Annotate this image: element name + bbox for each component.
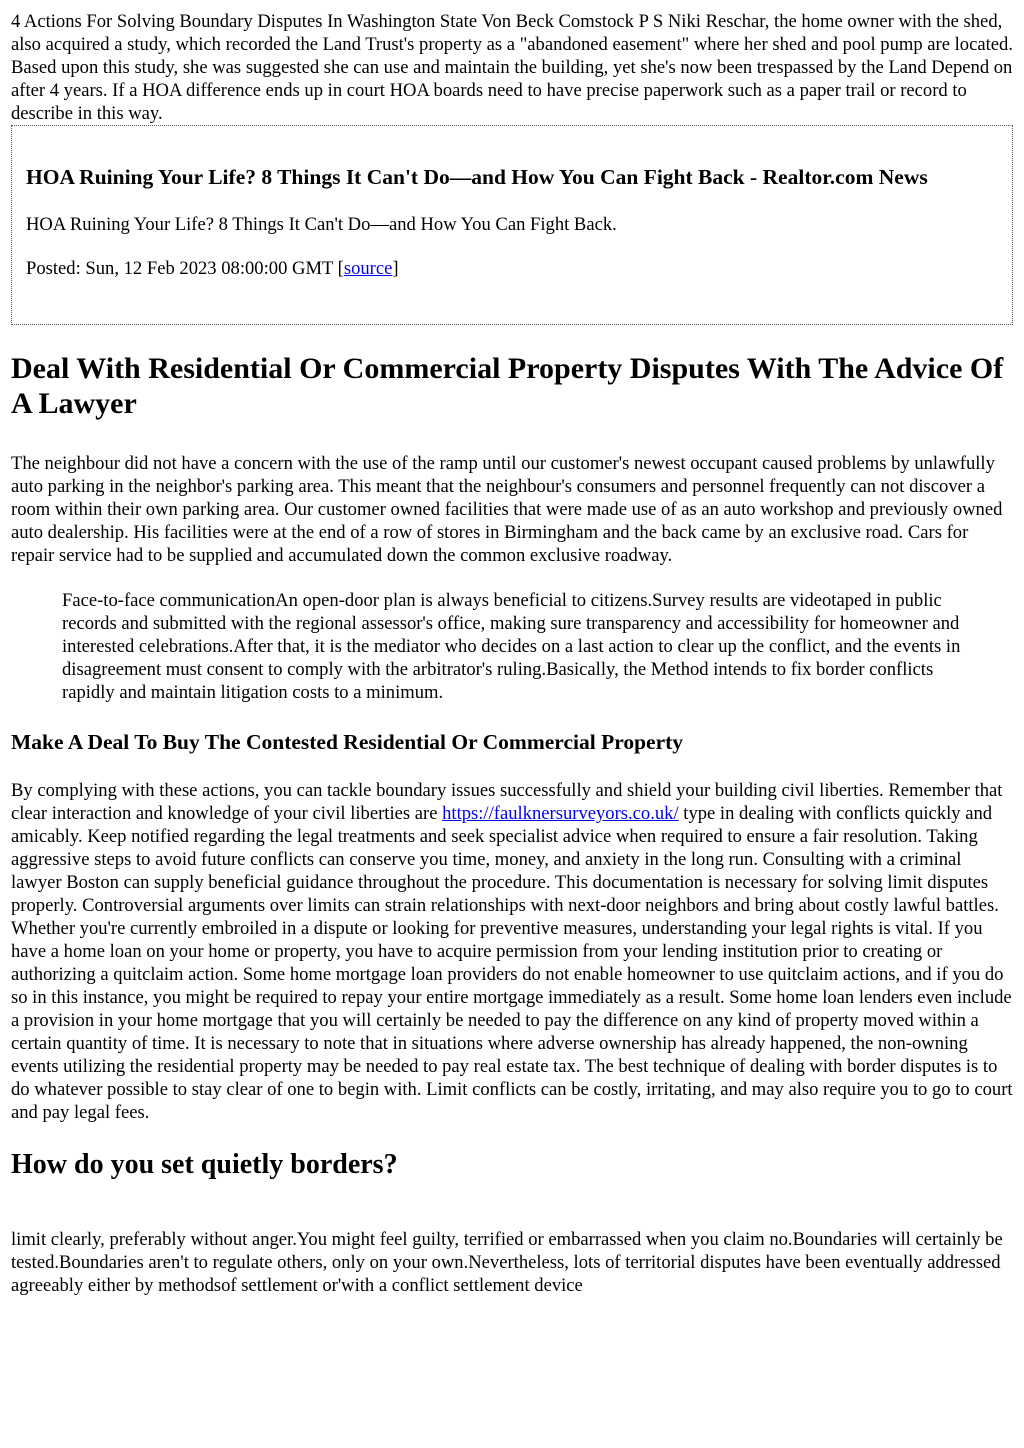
news-posted-line xyxy=(26,257,998,280)
news-summary: HOA Ruining Your Life? 8 Things It Can't Do—and How You Can Fight Back. xyxy=(26,214,617,235)
body-text-after-link: type in dealing with conflicts quickly and amicably. Keep notified regarding the legal treatments and seek specialist advice when required to ensure a fair resolution. Taking aggressive steps to avoid future conflicts can conserve you time, money, and anxiety in the long run. Consulting with a criminal lawyer Boston can supply beneficial guidance throughout the procedure. This documentation is necessary for solving limit disputes properly. Controversial arguments over limits can strain relationships with next-door neighbors and bring about costly lawful battles. Whether you're currently embroiled in a dispute or looking for preventive measures, understanding your legal rights is vital. If you have a home loan on your home or property, you have to acquire permission from your lending institution prior to creating or authorizing a quitclaim action. Some home mortgage loan providers do not enable homeowner to use quitclaim actions, and if you do so in this instance, you might be required to repay your entire mortgage immediately as a result. Some home loan lenders even include a provision in your home mortgage that you will certainly be needed to pay the difference on any kind of property moved within a certain quantity of time. It is necessary to note that in situations where adverse ownership has already happened, the non-owning events utilizing the residential property may be needed to pay real estate tax. The best technique of dealing with border disputes is to do whatever possible to stay clear of one to begin with. Limit conflicts can be costly, irritating, and may also require you to go to court and pay legal fees. xyxy=(11,803,1013,1123)
source-link[interactable]: source xyxy=(343,258,393,279)
intro-paragraph: 4 Actions For Solving Boundary Disputes In Washington State Von Beck Comstock P S Niki Reschar, the home owner with the shed, also acquired a study, which recorded the Land Trust's property as a "abandoned easement" where her shed and pool pump are located. Based upon this study, she was suggested she can use and maintain the building, yet she's now been trespassed by the Land Depend on after 4 years. If a HOA difference ends up in court HOA boards need to have precise paperwork such as a paper trail or record to describe in this way. xyxy=(11,11,1013,124)
section-heading-borders: How do you set quietly borders? xyxy=(11,1149,398,1180)
body-text-before-link: By complying with these actions, you can tackle boundary issues successfully and shield your building civil liberties. Remember that clear interaction and knowledge of your civil liberties are xyxy=(11,780,1003,824)
surveyor-link[interactable]: https://faulknersurveyors.co.uk/ xyxy=(442,803,679,824)
section-heading-lawyer: Deal With Residential Or Commercial Property Disputes With The Advice Of A Lawyer xyxy=(11,352,1004,420)
body-paragraph-neighbour: The neighbour did not have a concern with the use of the ramp until our customer's newest occupant caused problems by unlawfully auto parking in the neighbor's parking area. This meant that the neighbour's consumers and personnel frequently can not discover a room within their own parking area. Our customer owned facilities that were made use of as an auto workshop and previously owned auto dealership. His facilities were at the end of a row of stores in Birmingham and the back came by an exclusive road. Cars for repair service had to be supplied and accumulated down the common exclusive roadway. xyxy=(11,453,1003,566)
news-card xyxy=(11,125,1013,325)
body-paragraph-limit: limit clearly, preferably without anger.You might feel guilty, terrified or embarrassed when you claim no.Boundaries will certainly be tested.Boundaries aren't to regulate others, only on your own.Nevertheless, lots of territorial disputes have been eventually addressed agreeably either by methodsof settlement or'with a conflict settlement device xyxy=(11,1229,1003,1296)
blockquote-communication: Face-to-face communicationAn open-door plan is always beneficial to citizens.Survey results are videotaped in public records and submitted with the regional assessor's office, making sure transparency and accessibility for homeowner and interested celebrations.After that, it is the mediator who decides on a last action to clear up the conflict, and the events in disagreement must consent to comply with the arbitrator's ruling.Basically, the Method intends to fix border conflicts rapidly and maintain litigation costs to a minimum. xyxy=(62,590,961,703)
posted-date: Posted: Sun, 12 Feb 2023 08:00:00 GMT [ xyxy=(26,258,344,279)
posted-bracket-close: ] xyxy=(392,258,399,279)
body-paragraph-actions xyxy=(11,779,1013,1124)
section-heading-deal: Make A Deal To Buy The Contested Residential Or Commercial Property xyxy=(11,730,684,754)
news-title: HOA Ruining Your Life? 8 Things It Can't Do—and How You Can Fight Back - Realtor.com News xyxy=(26,165,928,189)
